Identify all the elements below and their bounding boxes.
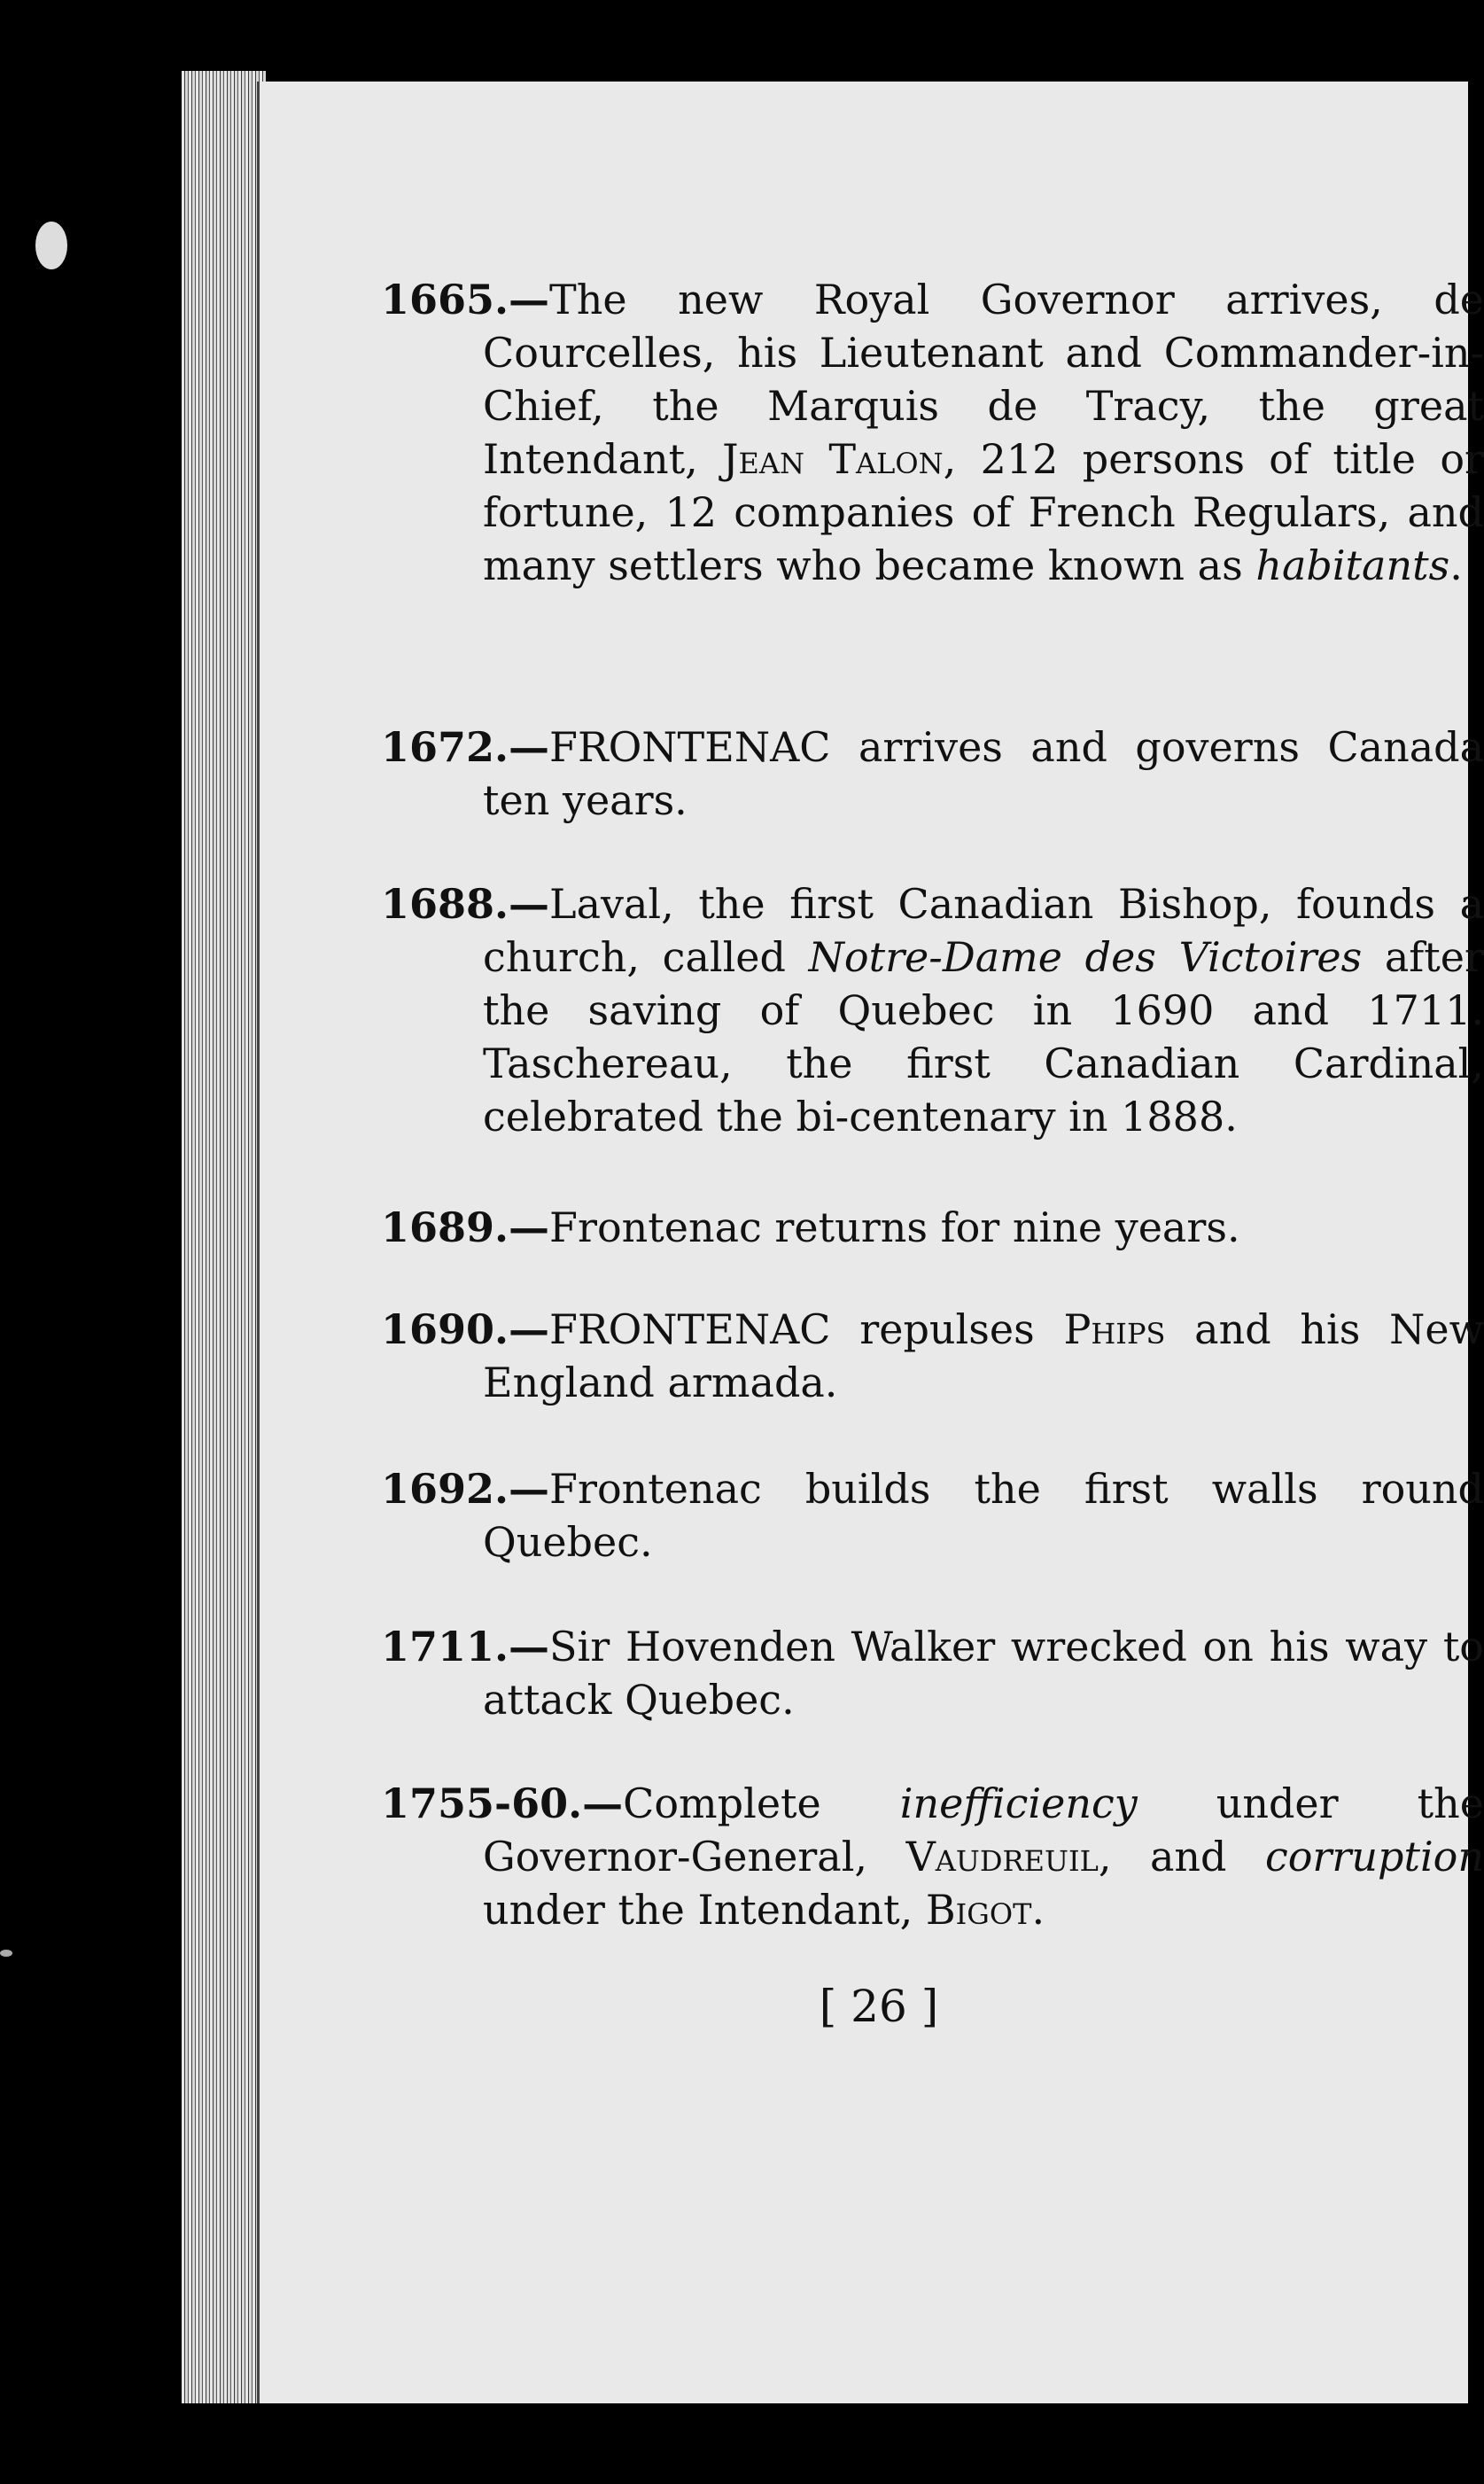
entry-italic: inefficiency (899, 1779, 1138, 1827)
entry-text: , and (1098, 1833, 1265, 1881)
entry-text: after the saving of Quebec in 1690 and 1711. Taschereau, the first Canadian Cardinal, celebrated the bi-centenary in 1888. (483, 933, 1484, 1141)
entry-text: Frontenac returns for nine years. (549, 1203, 1240, 1251)
chronology-entry-1688 (381, 877, 1484, 1143)
scan-speck (0, 1950, 12, 1957)
chronology-entry-1689 (381, 1201, 1484, 1254)
entry-name: Bigot (925, 1886, 1032, 1934)
entry-year: 1672.— (381, 723, 550, 771)
entry-text: FRONTENAC repulses (549, 1305, 1064, 1353)
page-number: [ 26 ] (819, 1981, 939, 2032)
chronology-entry-1711 (381, 1620, 1484, 1726)
entry-text: FRONTENAC arrives and governs Canada ten years. (483, 723, 1484, 824)
entry-text: . (1449, 541, 1463, 589)
entry-text: Laval, the first Canadian Bishop, founds a church, called (483, 880, 1484, 981)
entry-year: 1665.— (381, 276, 550, 323)
entry-year: 1689.— (381, 1203, 550, 1251)
entry-text: Sir Hovenden Walker wrecked on his way to attack Quebec. (483, 1623, 1484, 1724)
entry-text: The new Royal Governor arrives, de Courcelles, his Lieutenant and Commander-in-Chief, the Marquis de Tracy, the great Intendant, (483, 276, 1484, 483)
entry-year: 1692.— (381, 1465, 550, 1513)
chronology-entry-1672 (381, 720, 1484, 827)
entry-italic: Notre-Dame des Victoires (808, 933, 1363, 981)
chronology-entry-1692 (381, 1462, 1484, 1569)
entry-text: Complete (623, 1779, 900, 1827)
scan-speck (35, 222, 67, 269)
chronology-entry-1755-60 (381, 1777, 1484, 1936)
entry-year: 1711.— (381, 1623, 550, 1670)
entry-text: and his New England armada. (483, 1305, 1484, 1406)
entry-name: Phips (1063, 1305, 1166, 1353)
chronology-entry-1665 (381, 273, 1484, 592)
entry-name: Jean Talon (722, 435, 944, 483)
entry-italic: corruption (1264, 1833, 1484, 1881)
scan-border (182, 2403, 1465, 2484)
entry-italic: habitants (1255, 541, 1450, 589)
chronology-entry-1690 (381, 1303, 1484, 1409)
entry-text: under the Intendant, (483, 1886, 926, 1934)
entry-text: , 212 persons of title or fortune, 12 companies of French Regulars, and many settlers who became known as (483, 435, 1484, 589)
entry-year: 1690.— (381, 1305, 550, 1353)
entry-year: 1755-60.— (381, 1779, 624, 1827)
entry-text: under the Governor-General, (483, 1779, 1484, 1881)
entry-name: Vaudreuil (905, 1833, 1099, 1881)
entry-text: Frontenac builds the first walls round Quebec. (483, 1465, 1484, 1566)
entry-text: . (1031, 1886, 1045, 1934)
page-edges (182, 71, 266, 2419)
entry-year: 1688.— (381, 880, 550, 928)
